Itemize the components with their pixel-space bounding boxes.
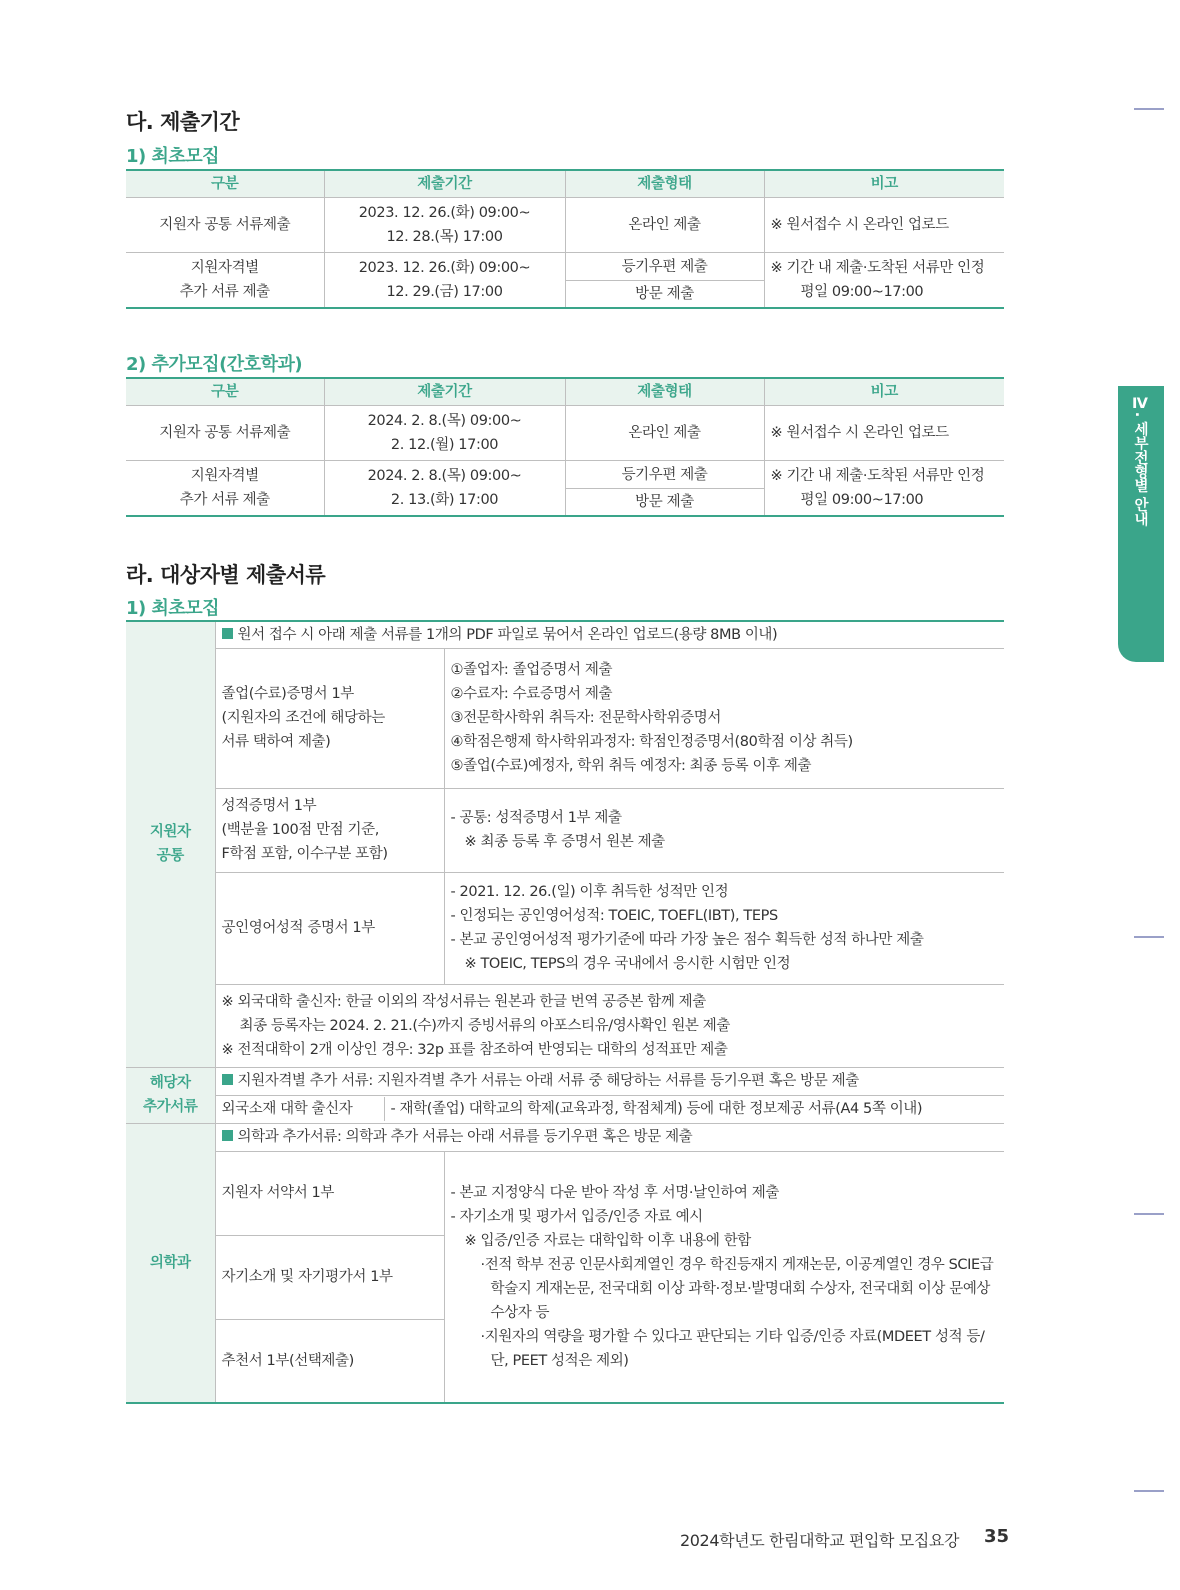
row-note: [764, 253, 1004, 308]
medical-intro: [215, 1123, 1004, 1151]
header-category: 구분: [126, 378, 324, 406]
row-form: 등기우편 제출: [565, 461, 764, 489]
row-category: [126, 253, 324, 308]
row-period: [324, 406, 565, 461]
documents-table: [126, 620, 1004, 1404]
header-form: 제출형태: [565, 378, 764, 406]
note-line: ※ 외국대학 출신자: 한글 이외의 작성서류는 원본과 한글 번역 공증본 함께 제출: [221, 993, 706, 1010]
doc-line: 서류 택하여 제출): [221, 734, 331, 750]
desc-line: ·지원자의 역량을 평가할 수 있다고 판단되는 기타 입증/인증 자료(MDEET 성적 등/: [480, 1328, 985, 1345]
edge-marker: [1134, 108, 1164, 110]
extra-intro: [215, 1067, 1004, 1095]
table-row: [126, 1123, 1004, 1151]
note-line: ※ 기간 내 제출·도착된 서류만 인정: [770, 259, 985, 276]
doc-line: (백분율 100점 만점 기준,: [221, 822, 379, 838]
chapter-tab-label: Ⅳ. 세부전형별 안내: [1132, 396, 1148, 526]
category-line: 지원자격별: [190, 467, 259, 484]
square-bullet-icon: [222, 1074, 233, 1085]
row-category: 지원자 공통 서류제출: [126, 198, 324, 253]
row-form: 온라인 제출: [565, 198, 764, 253]
section-title-submission-period: 다. 제출기간: [126, 110, 240, 134]
period-start: 2023. 12. 26.(화) 09:00~: [358, 205, 531, 221]
initial-schedule-table: [126, 169, 1004, 309]
chapter-tab: [1118, 386, 1164, 662]
desc-line: - 본교 공인영어성적 평가기준에 따라 가장 높은 점수 획득한 성적 하나만 제출: [450, 932, 924, 948]
note-line: ※ 전적대학이 2개 이상인 경우: 32p 표를 참조하여 반영되는 대학의 성적표만 제출: [221, 1041, 728, 1058]
row-form: 방문 제출: [565, 489, 764, 516]
doc-english: 공인영어성적 증명서 1부: [215, 872, 444, 984]
category-line: 추가 서류 제출: [179, 283, 270, 300]
note-line: 최종 등록자는 2024. 2. 21.(수)까지 증빙서류의 아포스티유/영사확인 원본 제출: [239, 1017, 730, 1034]
desc-line: - 자기소개 및 평가서 입증/인증 자료 예시: [450, 1208, 703, 1225]
desc-line: ①졸업자: 졸업증명서 제출: [450, 662, 613, 678]
row-form: 온라인 제출: [565, 406, 764, 461]
subtitle-additional-recruitment: 2) 추가모집(간호학과): [126, 354, 303, 375]
table-row: [126, 648, 1004, 788]
desc-medical: [444, 1151, 1004, 1403]
row-period: [324, 461, 565, 516]
row-period: [324, 253, 565, 308]
row-period: [324, 198, 565, 253]
doc-self-intro: 자기소개 및 자기평가서 1부: [215, 1235, 444, 1319]
period-end: 2. 12.(월) 17:00: [390, 437, 499, 453]
doc-transcript: [215, 788, 444, 872]
period-end: 12. 28.(목) 17:00: [386, 229, 503, 245]
category-line: 추가 서류 제출: [179, 491, 270, 508]
group-label: 지원자: [149, 824, 191, 841]
group-label: 해당자: [149, 1075, 191, 1091]
desc-line: - 본교 지정양식 다운 받아 작성 후 서명·날인하여 제출: [450, 1184, 779, 1201]
header-period: 제출기간: [324, 170, 565, 198]
desc-line: ※ 최종 등록 후 증명서 원본 제출: [464, 834, 665, 850]
edge-marker: [1134, 1490, 1164, 1492]
row-category: [126, 461, 324, 516]
table-row: [126, 1151, 1004, 1235]
group-extra: [126, 1067, 215, 1123]
doc-pledge: 지원자 서약서 1부: [215, 1151, 444, 1235]
table-row: [126, 253, 1004, 281]
row-form: 등기우편 제출: [565, 253, 764, 281]
note-line: 평일 09:00~17:00: [800, 491, 924, 508]
table-row: [126, 788, 1004, 872]
group-common: [126, 621, 215, 1067]
doc-line: 졸업(수료)증명서 1부: [221, 686, 354, 702]
group-label: 추가서류: [143, 1099, 198, 1115]
desc-line: 단, PEET 성적은 제외): [490, 1352, 629, 1369]
desc-line: ④학점은행제 학사학위과정자: 학점인정증명서(80학점 이상 취득): [450, 734, 853, 750]
desc-line: ※ TOEIC, TEPS의 경우 국내에서 응시한 시험만 인정: [464, 956, 791, 972]
extra-foreign-row: [215, 1095, 1004, 1123]
period-end: 2. 13.(화) 17:00: [390, 491, 499, 508]
table-header-row: [126, 170, 1004, 198]
section-title-required-documents: 라. 대상자별 제출서류: [126, 563, 326, 587]
doc-graduation: [215, 648, 444, 788]
table-row: [126, 1067, 1004, 1095]
desc-foreign-university: - 재학(졸업) 대학교의 학제(교육과정, 학점체계) 등에 대한 정보제공 서류(A4 5쪽 이내): [390, 1101, 923, 1117]
common-intro: [215, 621, 1004, 648]
intro-text: 원서 접수 시 아래 제출 서류를 1개의 PDF 파일로 묶어서 온라인 업로드(용량 8MB 이내): [237, 626, 778, 643]
row-note: ※ 원서접수 시 온라인 업로드: [764, 406, 1004, 461]
period-start: 2023. 12. 26.(화) 09:00~: [358, 259, 531, 276]
period-start: 2024. 2. 8.(목) 09:00~: [367, 467, 522, 484]
desc-line: ③전문학사학위 취득자: 전문학사학위증명서: [450, 710, 721, 726]
edge-marker: [1134, 936, 1164, 938]
desc-line: ※ 입증/인증 자료는 대학입학 이후 내용에 한함: [464, 1232, 751, 1249]
square-bullet-icon: [222, 1130, 233, 1141]
desc-line: - 공통: 성적증명서 1부 제출: [450, 810, 622, 826]
row-category: 지원자 공통 서류제출: [126, 406, 324, 461]
table-row: [126, 406, 1004, 461]
doc-line: (지원자의 조건에 해당하는: [221, 710, 385, 726]
row-form: 방문 제출: [565, 281, 764, 308]
group-medical: 의학과: [126, 1123, 215, 1403]
edge-marker: [1134, 1213, 1164, 1215]
header-note: 비고: [764, 378, 1004, 406]
desc-line: - 2021. 12. 26.(일) 이후 취득한 성적만 인정: [450, 884, 729, 900]
header-form: 제출형태: [565, 170, 764, 198]
desc-transcript: [444, 788, 1004, 872]
desc-line: 학술지 게재논문, 전국대회 이상 과학·정보·발명대회 수상자, 전국대회 이상 문예상: [490, 1280, 991, 1297]
desc-line: - 인정되는 공인영어성적: TOEIC, TOEFL(IBT), TEPS: [450, 908, 778, 924]
desc-line: ②수료자: 수료증명서 제출: [450, 686, 613, 702]
desc-line: ·전적 학부 전공 인문사회계열인 경우 학진등재지 게재논문, 이공계열인 경우 SCIE급: [480, 1256, 994, 1273]
table-row: [126, 1095, 1004, 1123]
doc-foreign-university: 외국소재 대학 출신자: [216, 1097, 385, 1121]
period-end: 12. 29.(금) 17:00: [386, 283, 503, 300]
doc-recommendation: 추천서 1부(선택제출): [215, 1319, 444, 1403]
table-row: [126, 984, 1004, 1067]
footer-title: 2024학년도 한림대학교 편입학 모집요강: [680, 1531, 960, 1550]
desc-line: ⑤졸업(수료)예정자, 학위 취득 예정자: 최종 등록 이후 제출: [450, 758, 812, 774]
row-note: [764, 461, 1004, 516]
additional-schedule-table: [126, 377, 1004, 517]
category-line: 지원자격별: [190, 259, 259, 276]
table-row: [126, 198, 1004, 253]
square-bullet-icon: [222, 628, 233, 639]
table-row: [126, 461, 1004, 489]
table-row: [126, 621, 1004, 648]
desc-english: [444, 872, 1004, 984]
table-row: [126, 872, 1004, 984]
intro-text: 의학과 추가서류: 의학과 추가 서류는 아래 서류를 등기우편 혹은 방문 제출: [237, 1129, 693, 1145]
doc-line: 성적증명서 1부: [221, 798, 317, 814]
subtitle-initial-recruitment: 1) 최초모집: [126, 146, 220, 167]
header-category: 구분: [126, 170, 324, 198]
group-label: 공통: [156, 848, 184, 865]
note-line: ※ 기간 내 제출·도착된 서류만 인정: [770, 467, 985, 484]
note-line: 평일 09:00~17:00: [800, 283, 924, 300]
subtitle-initial-recruitment-docs: 1) 최초모집: [126, 598, 220, 619]
row-note: ※ 원서접수 시 온라인 업로드: [764, 198, 1004, 253]
desc-line: 수상자 등: [490, 1304, 550, 1321]
table-header-row: [126, 378, 1004, 406]
intro-text: 지원자격별 추가 서류: 지원자격별 추가 서류는 아래 서류 중 해당하는 서류를 등기우편 혹은 방문 제출: [237, 1073, 859, 1089]
header-period: 제출기간: [324, 378, 565, 406]
period-start: 2024. 2. 8.(목) 09:00~: [367, 413, 522, 429]
desc-graduation: [444, 648, 1004, 788]
page-number: 35: [984, 1526, 1010, 1547]
foreign-notes: [215, 984, 1004, 1067]
header-note: 비고: [764, 170, 1004, 198]
doc-line: F학점 포함, 이수구분 포함): [221, 846, 388, 862]
